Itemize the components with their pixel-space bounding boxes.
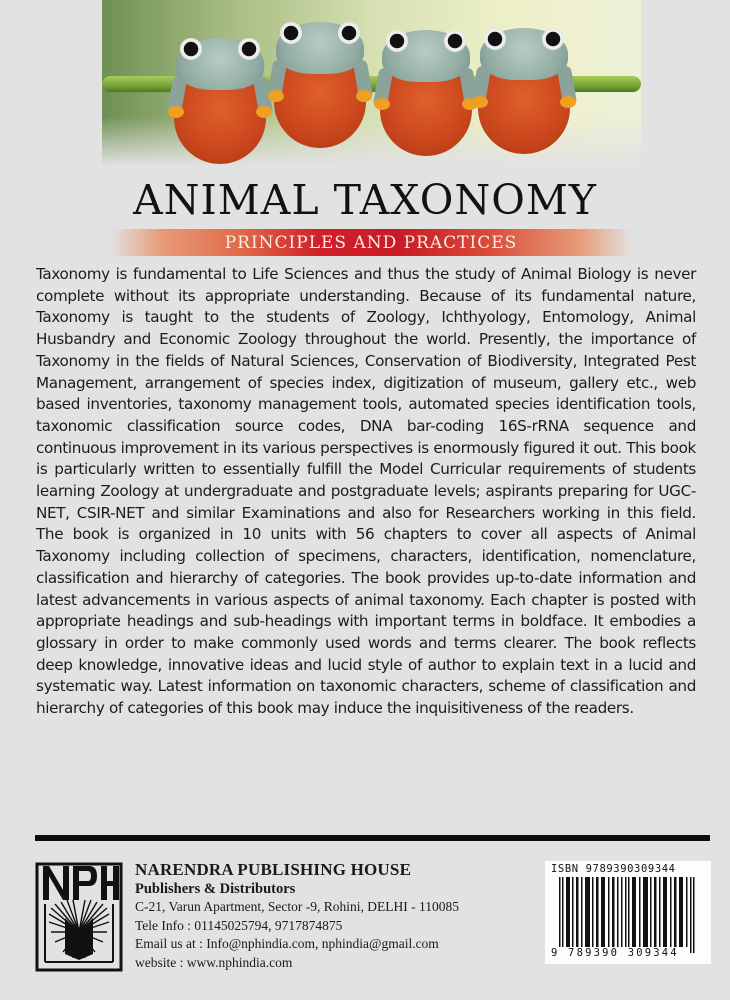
- publisher-info: [135, 860, 459, 972]
- publisher-tagline: Publishers & Distributors: [135, 881, 296, 897]
- divider-rule: [35, 835, 710, 841]
- publisher-phone: Tele Info : 01145025794, 9717874875: [135, 917, 343, 933]
- subtitle-banner: [110, 229, 632, 256]
- isbn-barcode: [545, 861, 711, 964]
- book-subtitle: PRINCIPLES AND PRACTICES: [224, 232, 518, 253]
- publisher-address: C-21, Varun Apartment, Sector -9, Rohini, DELHI - 110085: [135, 899, 459, 914]
- frog-4: [468, 20, 580, 160]
- publisher-website: website : www.nphindia.com: [135, 954, 293, 970]
- isbn-digits: 9 789390 309344: [551, 947, 679, 959]
- frog-1: [164, 30, 276, 166]
- cover-photo-frogs: [102, 0, 641, 166]
- frog-2: [264, 14, 376, 154]
- publisher-name: NARENDRA PUBLISHING HOUSE: [135, 860, 412, 879]
- publisher-email: Email us at : Info@nphindia.com, nphindia@gmail.com: [135, 936, 439, 951]
- barcode-bars-icon: [559, 877, 699, 953]
- frog-3: [370, 22, 482, 162]
- book-title: ANIMAL TAXONOMY: [133, 176, 597, 224]
- book-description: Taxonomy is fundamental to Life Sciences and thus the study of Animal Biology is never complete without its appropriate understanding. Because of its fundamental nature, Taxonomy is taught to the students of Zoology, Ichthyology, Entomology, Animal Husbandry and Economic Zoology throughout the world. Presently, the importance of Taxonomy in the fields of Natural Sciences, Conservation of Biodiversity, Integrated Pest Management, arrangement of species index, digitization of museum, gallery etc., web based inventories, taxonomy management tools, automated species identification tools, taxonomic classification source codes, DNA bar-coding 16S-rRNA sequence and continuous improvement in its various perspectives is enormously figured it out. This book is particularly written to essentially fulfill the Model Curricular requirements of students learning Zoology at undergraduate and postgraduate levels; aspirants preparing for UGC-NET, CSIR-NET and similar Examinations and also for Researchers working in this field. The book is organized in 10 units with 56 chapters to cover all aspects of Animal Taxonomy including collection of specimens, characters, identification, nomenclature, classification and hierarchy of categories. The book provides up-to-date information and latest advancements in various aspects of animal taxonomy. Each chapter is posted with appropriate headings and sub-headings with important terms in boldface. It embodies a glossary in order to make commonly used words and terms clearer. The book reflects deep knowledge, innovative ideas and lucid style of author to explain text in a lucid and systematic way. Latest information on taxonomic characters, scheme of classification and hierarchy of categories of this book may induce the inquisitiveness of the readers.: [36, 265, 696, 718]
- isbn-label: ISBN 9789390309344: [551, 863, 676, 875]
- publisher-logo-icon: [35, 862, 123, 972]
